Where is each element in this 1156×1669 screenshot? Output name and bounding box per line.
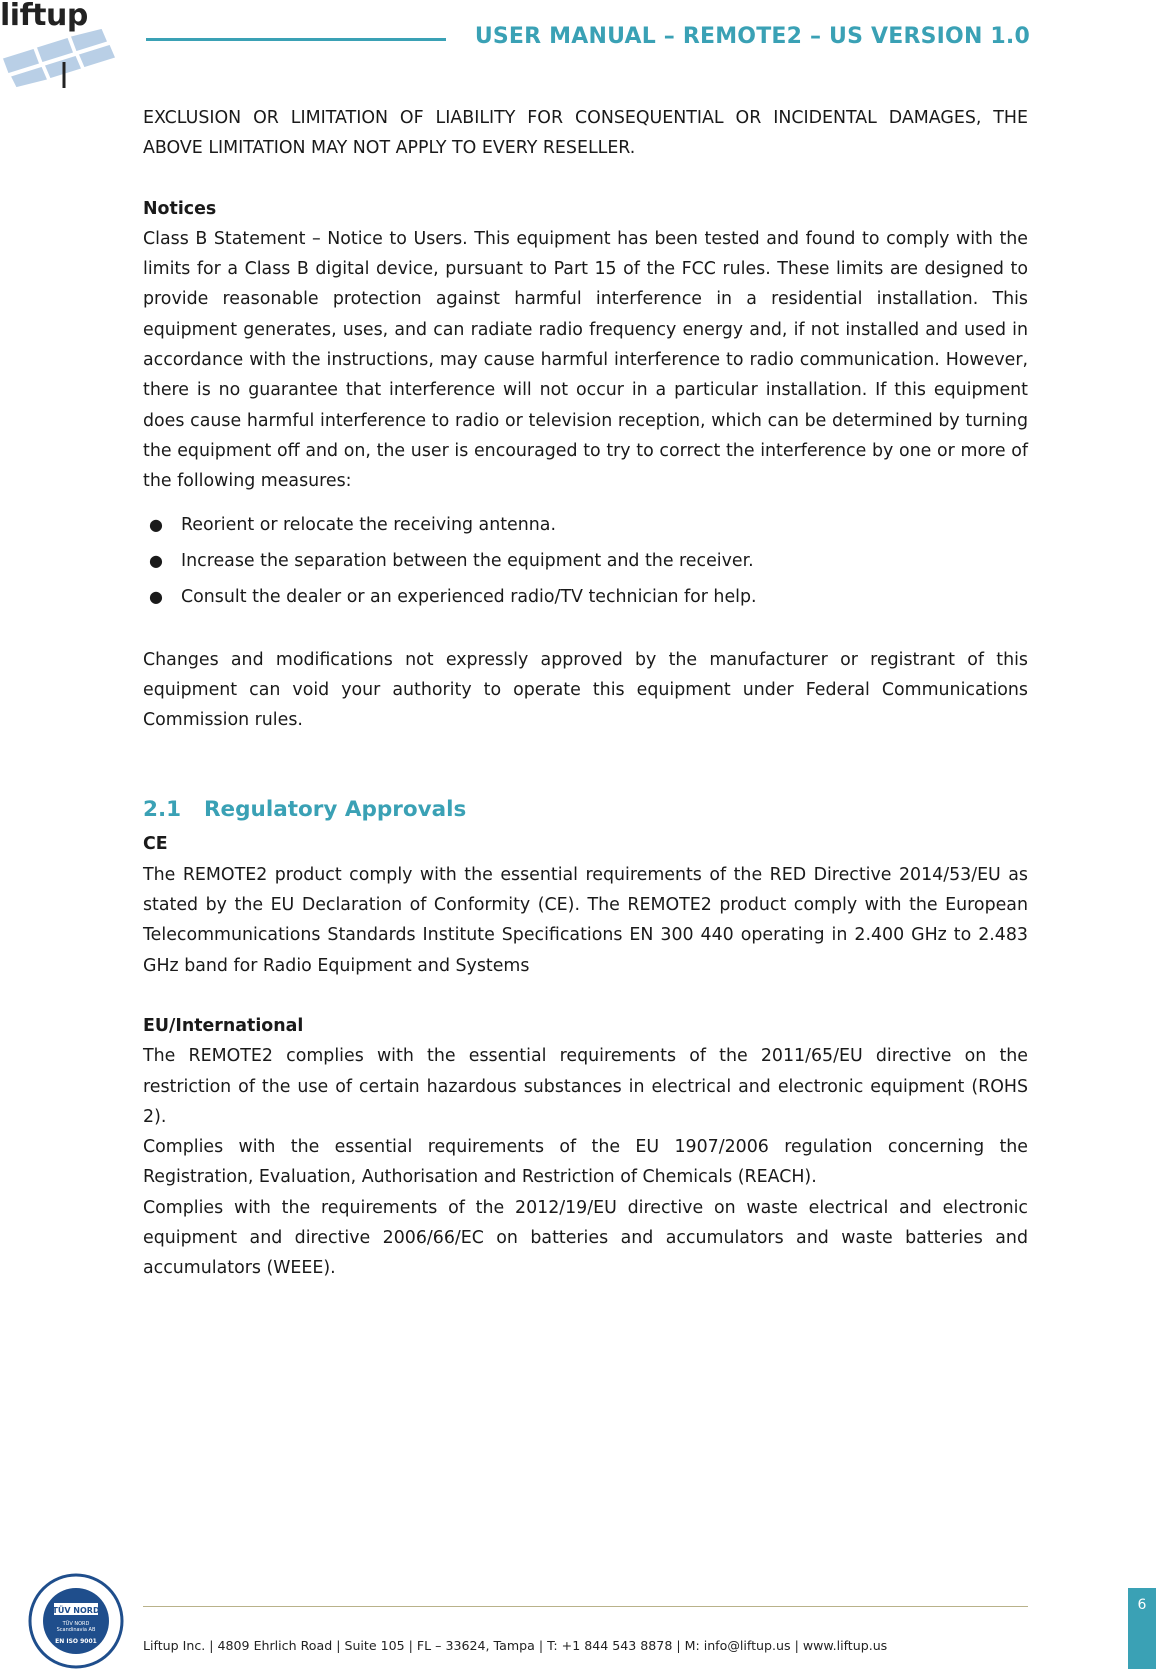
list-item: ● Increase the separation between the equipment and the receiver. — [143, 543, 1028, 579]
weee-paragraph: Complies with the requirements of the 2012/19/EU directive on waste electrical and electronic equipment and directive 2006/66/EC on batteries and accumulators and waste batteries and accumulators (WEEE). — [143, 1197, 1028, 1279]
svg-text:Scandinavia AB: Scandinavia AB — [56, 1627, 96, 1633]
section-heading — [143, 793, 1028, 827]
footer-contact: Liftup Inc. | 4809 Ehrlich Road | Suite 105 | FL – 33624, Tampa | T: +1 844 543 8878 | M: info@liftup.us | www.liftup.us — [143, 1638, 888, 1653]
document-title: USER MANUAL – REMOTE2 – US VERSION 1.0 — [474, 24, 1030, 49]
page-number: 6 — [1128, 1588, 1156, 1669]
notices-heading: Notices — [143, 198, 217, 219]
brand-logo-text: liftup — [0, 0, 88, 33]
bullet-icon: ● — [149, 514, 163, 534]
bullet-icon: ● — [149, 586, 163, 606]
changes-paragraph: Changes and modifications not expressly approved by the manufacturer or registrant of this equipment can void your authority to operate this equipment under Federal Communications Commission rules. — [143, 649, 1028, 731]
measures-list — [143, 507, 1028, 615]
notices-paragraph: Class B Statement – Notice to Users. This equipment has been tested and found to comply with the limits for a Class B digital device, pursuant to Part 15 of the FCC rules. These limits are designed to provide reasonable protection against harmful interference in a residential installation. This equipment generates, uses, and can radiate radio frequency energy and, if not installed and used in accordance with the instructions, may cause harmful interference to radio communication. However, there is no guarantee that interference will not occur in a particular installation. If this equipment does cause harmful interference to radio or television reception, which can be determined by turning the equipment off and on, the user is encouraged to try to correct the interference by one or more of the following measures: — [143, 228, 1028, 492]
section-number: 2.1 — [143, 797, 182, 823]
reach-paragraph: Complies with the essential requirements of the EU 1907/2006 regulation concerning the Registration, Evaluation, Authorisation and Restriction of Chemicals (REACH). — [143, 1137, 1028, 1188]
rohs-paragraph: The REMOTE2 complies with the essential requirements of the 2011/65/EU directive on the restriction of the use of certain hazardous substances in electrical and electronic equipment (ROHS 2). — [143, 1046, 1028, 1127]
eu-heading: EU/International — [143, 1015, 304, 1036]
brand-logo — [0, 0, 135, 92]
list-item: ● Reorient or relocate the receiving antenna. — [143, 507, 1028, 543]
page-content — [143, 103, 1028, 1284]
header-divider — [146, 38, 446, 41]
tuv-nord-certification-icon — [28, 1573, 124, 1669]
svg-text:EN ISO 9001: EN ISO 9001 — [55, 1638, 97, 1645]
footer-divider — [143, 1606, 1028, 1607]
solar-panel-icon — [0, 28, 135, 88]
svg-text:TÜV NORD: TÜV NORD — [52, 1606, 100, 1615]
section-title: Regulatory Approvals — [204, 797, 467, 823]
bullet-icon: ● — [149, 550, 163, 570]
liability-intro: EXCLUSION OR LIMITATION OF LIABILITY FOR CONSEQUENTIAL OR INCIDENTAL DAMAGES, THE ABOVE LIMITATION MAY NOT APPLY TO EVERY RESELLER. — [143, 108, 1028, 159]
ce-paragraph: The REMOTE2 product comply with the essential requirements of the RED Directive 2014/53/EU as stated by the EU Declaration of Conformity (CE). The REMOTE2 product comply with the European Telecommunications Standards Institute Specifications EN 300 440 operating in 2.400 GHz to 2.483 GHz band for Radio Equipment and Systems — [143, 864, 1028, 976]
svg-text:TÜV NORD: TÜV NORD — [62, 1621, 90, 1627]
ce-heading: CE — [143, 834, 168, 855]
list-item: ● Consult the dealer or an experienced radio/TV technician for help. — [143, 579, 1028, 615]
